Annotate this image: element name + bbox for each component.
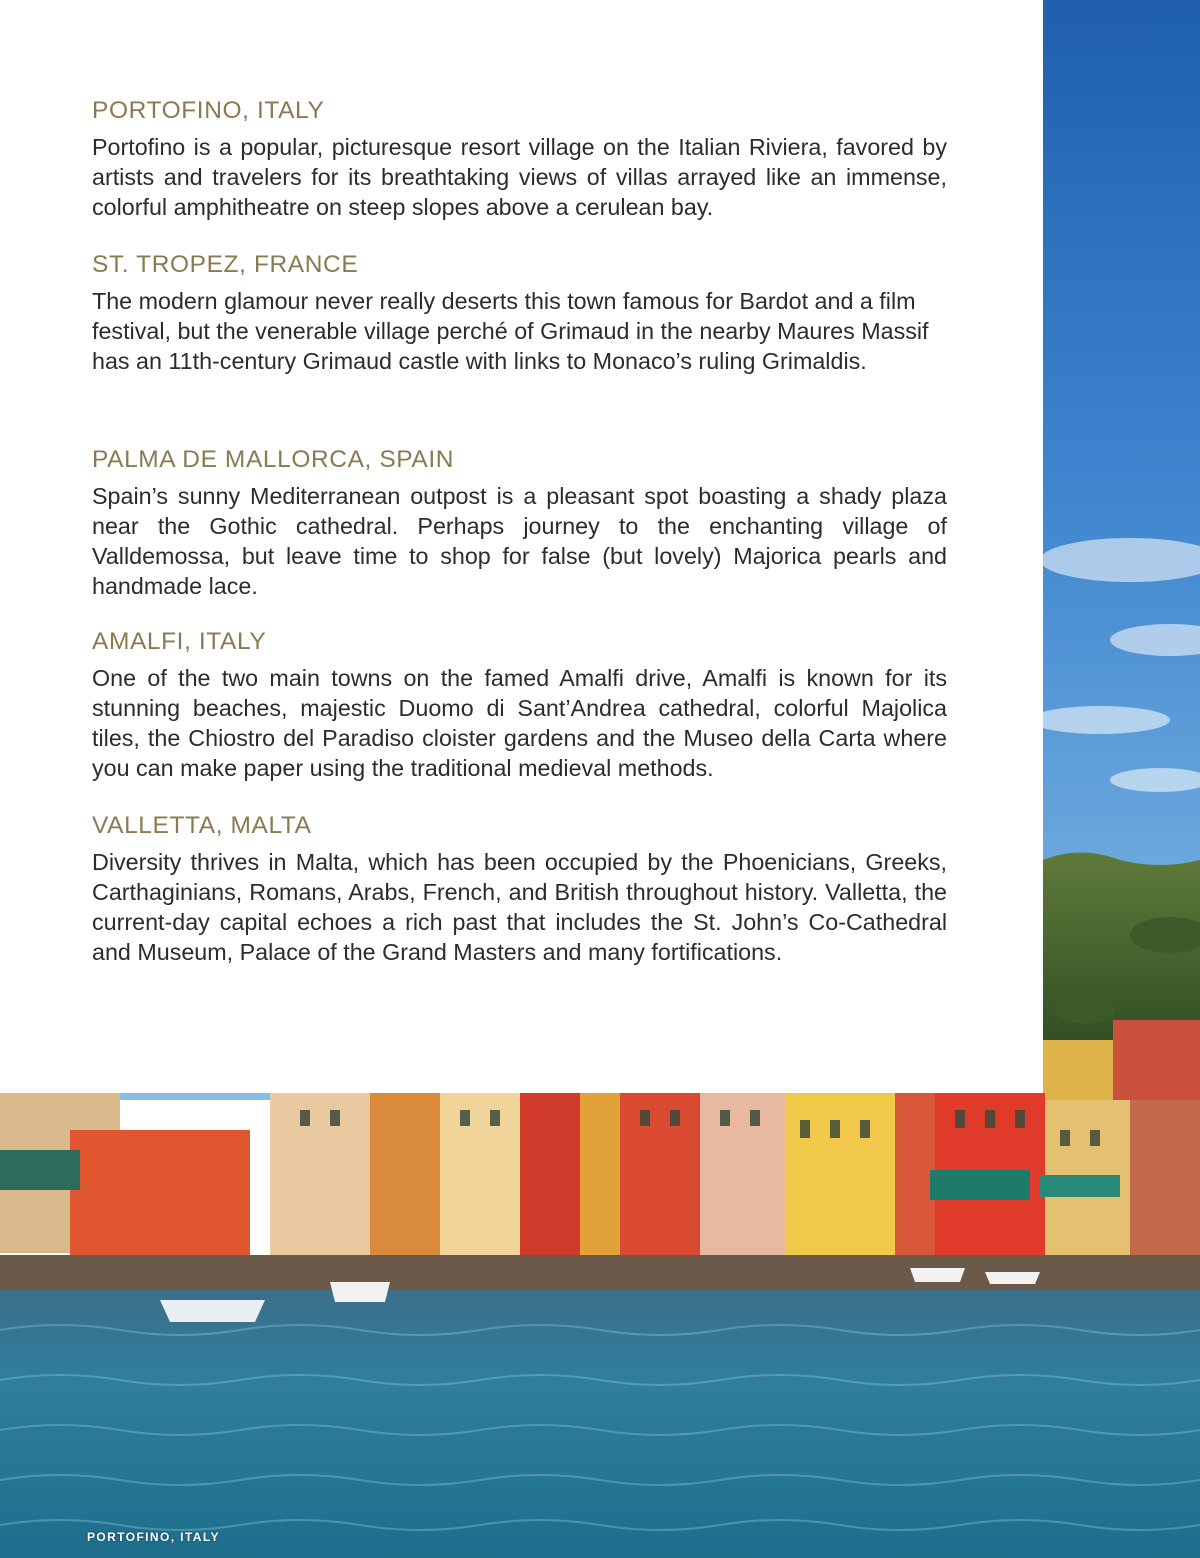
destination-description: The modern glamour never really deserts this town famous for Bardot and a film festival, but the venerable village perché of Grimaud in the nearby Maures Massif has an 11th-century Grimaud castle with links to Monaco’s ruling Grimaldis. (92, 288, 929, 374)
destination-description: One of the two main towns on the famed Amalfi drive, Amalfi is known for its stunning beaches, majestic Duomo di Sant’Andrea cathedral, colorful Majolica tiles, the Chiostro del Paradiso cloister gardens and the Museo della Carta where you can make paper using the traditional medieval methods. (92, 665, 947, 781)
destination-heading: ST. TROPEZ, FRANCE (92, 251, 359, 278)
destination-heading: PALMA DE MALLORCA, SPAIN (92, 446, 455, 473)
destination-heading: VALLETTA, MALTA (92, 812, 312, 839)
destination-heading: PORTOFINO, ITALY (92, 97, 325, 124)
destination-description: Portofino is a popular, picturesque resort village on the Italian Riviera, favored by artists and travelers for its breathtaking views of villas arrayed like an immense, colorful amphitheatre on steep slopes above a cerulean bay. (92, 134, 947, 220)
destination-description: Diversity thrives in Malta, which has been occupied by the Phoenicians, Greeks, Carthaginians, Romans, Arabs, French, and British throughout history. Valletta, the current-day capital echoes a rich past that includes the St. John’s Co-Cathedral and Museum, Palace of the Grand Masters and many fortifications. (92, 849, 947, 965)
destination-amalfi (92, 627, 947, 783)
destination-valletta (92, 811, 947, 967)
photo-caption: PORTOFINO, ITALY (87, 1530, 220, 1544)
destination-palma (92, 445, 947, 601)
destination-portofino (92, 96, 947, 222)
destination-st-tropez (92, 250, 947, 376)
destination-heading: AMALFI, ITALY (92, 628, 267, 655)
destination-description: Spain’s sunny Mediterranean outpost is a pleasant spot boasting a shady plaza near the Gothic cathedral. Perhaps journey to the enchanting village of Valldemossa, but leave time to shop for false (but lovely) Majorica pearls and handmade lace. (92, 483, 947, 599)
